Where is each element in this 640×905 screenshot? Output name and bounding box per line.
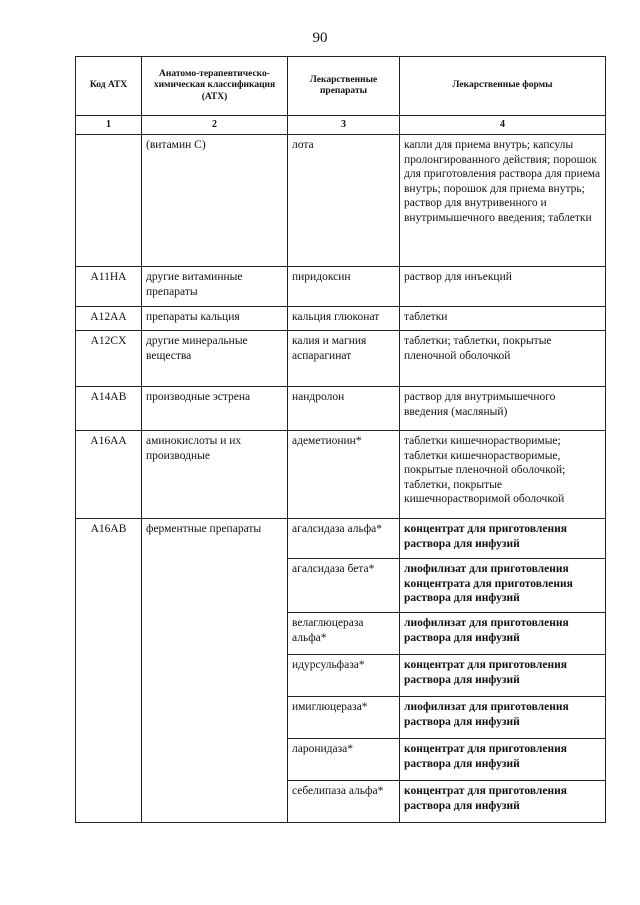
table-row bbox=[76, 331, 606, 387]
dosage-form-cell: концентрат для приготовления раствора для инфузий bbox=[400, 655, 606, 697]
column-number-row bbox=[76, 116, 606, 135]
col-header-drugs: Лекарственные препараты bbox=[288, 57, 400, 116]
drug-cell: калия и магния аспарагинат bbox=[288, 331, 400, 387]
atx-table bbox=[75, 56, 606, 823]
drug-cell: идурсульфаза* bbox=[288, 655, 400, 697]
drug-cell: себелипаза альфа* bbox=[288, 781, 400, 823]
classification-cell: другие минеральные вещества bbox=[142, 331, 288, 387]
col-header-forms: Лекарственные формы bbox=[400, 57, 606, 116]
atx-code-cell: A16AB bbox=[76, 519, 142, 823]
header-row bbox=[76, 57, 606, 116]
col-header-classification: Анатомо-терапевтическо-химическая классификация (АТХ) bbox=[142, 57, 288, 116]
drug-cell: велаглюцераза альфа* bbox=[288, 613, 400, 655]
classification-cell: другие витаминные препараты bbox=[142, 267, 288, 307]
table-row bbox=[76, 135, 606, 267]
page-number: 90 bbox=[312, 30, 328, 46]
dosage-form-cell: капли для приема внутрь; капсулы пролонгированного действия; порошок для приготовления раствора для приема внутрь; порошок для приема внутрь; раствор для внутривенного и внутримышечного введения; таблетки bbox=[400, 135, 606, 267]
dosage-form-cell: таблетки кишечнорастворимые; таблетки кишечнорастворимые, покрытые пленочной оболочкой; таблетки, покрытые кишечнорастворимой оболочкой bbox=[400, 431, 606, 519]
drug-cell: лота bbox=[288, 135, 400, 267]
col-number: 4 bbox=[400, 116, 606, 135]
classification-cell: (витамин С) bbox=[142, 135, 288, 267]
dosage-form-cell: таблетки; таблетки, покрытые пленочной оболочкой bbox=[400, 331, 606, 387]
classification-cell: аминокислоты и их производные bbox=[142, 431, 288, 519]
col-number: 3 bbox=[288, 116, 400, 135]
table-row bbox=[76, 387, 606, 431]
atx-code-cell: A14AB bbox=[76, 387, 142, 431]
col-number: 1 bbox=[76, 116, 142, 135]
dosage-form-cell: раствор для внутримышечного введения (масляный) bbox=[400, 387, 606, 431]
dosage-form-cell: таблетки bbox=[400, 307, 606, 331]
table-row bbox=[76, 267, 606, 307]
dosage-form-cell: лиофилизат для приготовления раствора для инфузий bbox=[400, 613, 606, 655]
col-number: 2 bbox=[142, 116, 288, 135]
drug-cell: ларонидаза* bbox=[288, 739, 400, 781]
drug-cell: агалсидаза альфа* bbox=[288, 519, 400, 559]
drug-cell: адеметионин* bbox=[288, 431, 400, 519]
col-header-code: Код АТХ bbox=[76, 57, 142, 116]
drug-cell: агалсидаза бета* bbox=[288, 559, 400, 613]
classification-cell: производные эстрена bbox=[142, 387, 288, 431]
dosage-form-cell: лиофилизат для приготовления раствора для инфузий bbox=[400, 697, 606, 739]
atx-code-cell: A16AA bbox=[76, 431, 142, 519]
dosage-form-cell: раствор для инъекций bbox=[400, 267, 606, 307]
table-row bbox=[76, 519, 606, 559]
dosage-form-cell: концентрат для приготовления раствора для инфузий bbox=[400, 519, 606, 559]
drug-cell: пиридоксин bbox=[288, 267, 400, 307]
atx-code-cell: A12AA bbox=[76, 307, 142, 331]
drug-cell: имиглюцераза* bbox=[288, 697, 400, 739]
classification-cell: препараты кальция bbox=[142, 307, 288, 331]
classification-cell: ферментные препараты bbox=[142, 519, 288, 823]
table-row bbox=[76, 431, 606, 519]
atx-code-cell: A12CX bbox=[76, 331, 142, 387]
dosage-form-cell: лиофилизат для приготовления концентрата для приготовления раствора для инфузий bbox=[400, 559, 606, 613]
table-row bbox=[76, 307, 606, 331]
drug-cell: нандролон bbox=[288, 387, 400, 431]
atx-code-cell bbox=[76, 135, 142, 267]
dosage-form-cell: концентрат для приготовления раствора для инфузий bbox=[400, 781, 606, 823]
dosage-form-cell: концентрат для приготовления раствора для инфузий bbox=[400, 739, 606, 781]
drug-cell: кальция глюконат bbox=[288, 307, 400, 331]
atx-code-cell: A11HA bbox=[76, 267, 142, 307]
